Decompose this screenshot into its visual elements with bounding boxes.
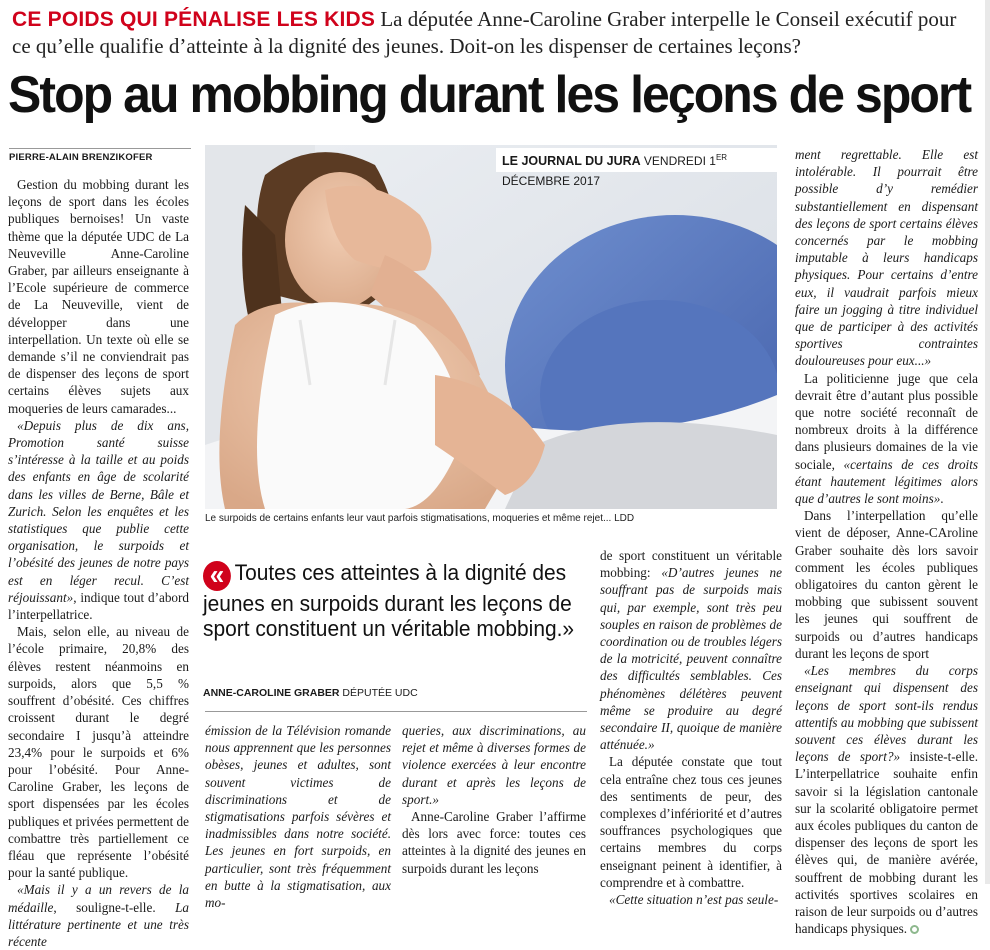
article-column-3 [600, 547, 782, 908]
pull-quote-text: « Toutes ces atteintes à la dignité des jeunes en surpoids durant les leçons de sport constituent un véritable mobbing.» [203, 559, 575, 641]
pull-quote [203, 560, 593, 641]
article-photo [205, 145, 777, 509]
paragraph: «Depuis plus de dix ans, Promotion santé suisse s’intéresse à la taille et au poids des enfants en âge de scolarité dans les villes de Berne, Bâle et Zurich. Selon les enquêtes et les statistiques que publie cette organisation, le surpoids et l’obésité des jeunes de notre pays est en léger recul. C’est réjouissant», indique tout d’abord l’interpellatrice. [8, 417, 189, 623]
masthead-date: VENDREDI 1ER DÉCEMBRE 2017 [502, 153, 728, 188]
paragraph: La députée constate que tout cela entraîne chez tous ces jeunes des sentiments de peur, des complexes d’infériorité et d’autres souffrances psychologiques que certains membres du corps enseignant peinent à identifier, à comprendre et à combattre. [600, 754, 782, 890]
paragraph: ment regrettable. Elle est intolérable. Il pourrait être possible d’y remédier substantiellement en dispensant des leçons de sport certains élèves concernés par le mobbing imputable à leurs handicaps physiques. Pour certains d’entre eux, il vaudrait parfois mieux faire un jogging à titre individuel que de participer à des activités sportives contraintes douloureuses pour eux...» [795, 147, 978, 369]
pull-quote-author: ANNE-CAROLINE GRABER DÉPUTÉE UDC [203, 687, 418, 699]
paragraph: «Les membres du corps enseignant qui dispensent des leçons de sport sont-ils rendus attentifs au mobbing que subissent souvent ces élèves durant les leçons de sport?» insiste-t-elle. L’interpellatrice souhaite enfin savoir si la législation cantonale sur la scolarité obligatoire permet aux écoles publiques du canton de dispenser des leçons de sport les élèves qui, de manière avérée, souffrent de mobbing durant les activités sportives scolaires en raison de leur surpoids ou d’autres handicaps physiques. [795, 663, 978, 937]
article-column-1 [8, 176, 189, 950]
masthead-paper: LE JOURNAL DU JURA [502, 154, 641, 168]
byline: PIERRE-ALAIN BRENZIKOFER [9, 148, 191, 163]
masthead [496, 148, 778, 188]
paragraph: Gestion du mobbing durant les leçons de sport dans les écoles publiques bernoises! Un vaste thème que la députée UDC de La Neuveville Anne-Caroline Graber, par ailleurs enseignante à l’Ecole supérieure de commerce de La Neuveville, vient de développer dans une interpellation. Un texte où elle se demande s’il ne conviendrait pas de dispenser des leçons de sport certains élèves sujets aux moqueries de leurs camarades... [8, 177, 189, 416]
paragraph: émission de la Télévision romande nous apprennent que les personnes obèses, jeunes et adultes, sont souvent victimes de discriminations et de stigmatisations parfois sévères et inadmissibles dans notre société. Les jeunes en fort surpoids, en particulier, sont très fréquemment en butte à la stigmatisation, aux mo- [205, 723, 391, 911]
end-of-article-icon [910, 925, 919, 934]
article-column-2b [402, 722, 586, 877]
photo-girl-covering-face [205, 145, 777, 509]
paragraph: Mais, selon elle, au niveau de l’école primaire, 20,8% des élèves restent néanmoins en surpoids, alors que 5,5 % souffrent d’obésité. Ces chiffres croissent durant le degré secondaire I jusqu’à atteindre 23,4% pour le surpoids et 6% pour l’obésité. Pour Anne-Caroline Graber, les leçons de sport dispensées par les écoles publiques et privées permettent de combattre très partiellement ce fléau que représente l’obésité pour la santé publique. [8, 624, 189, 881]
kicker-line [12, 6, 980, 59]
article-column-4 [795, 146, 978, 937]
paragraph: queries, aux discriminations, au rejet et même à diverses formes de violence exercées à leur encontre durant et après les leçons de sport.» [402, 723, 586, 807]
kicker: CE POIDS QUI PÉNALISE LES KIDS [12, 8, 376, 31]
photo-caption: Le surpoids de certains enfants leur vaut parfois stigmatisations, moqueries et même rejet... LDD [205, 513, 635, 524]
page-edge [985, 0, 990, 884]
deck: La députée Anne-Caroline Graber interpelle le Conseil exécutif pour ce qu’elle qualifie d’atteinte à la dignité des jeunes. Doit-on les dispenser de certaines leçons? [12, 7, 957, 58]
headline: Stop au mobbing durant les leçons de sport [8, 66, 971, 124]
article-column-2a [205, 722, 391, 911]
divider [205, 711, 587, 712]
paragraph: La politicienne juge que cela devrait être d’autant plus possible que notre société reconnaît de nombreux droits à la différence dans plusieurs domaines de la vie sociale, «certains de ces droits étant hautement légitimes alors que d’autres le sont moins». [795, 370, 979, 507]
paragraph: «Mais il y a un revers de la médaille, souligne-t-elle. La littérature pertinente et une très récente [8, 882, 189, 949]
quote-mark-icon: « [203, 561, 231, 591]
paragraph: de sport constituent un véritable mobbing: «D’autres jeunes ne souffrant pas de surpoids mais qui, par exemple, sont très peu souples en raison de problèmes de coordination ou de troubles légers de la motricité, peuvent connaître des difficultés semblables. Ces phénomènes délétères peuvent même se produire au degré secondaire II, quoique de manière atténuée.» [600, 548, 782, 753]
paragraph: Anne-Caroline Graber l’affirme dès lors avec force: toutes ces atteintes à la dignité des jeunes en surpoids durant les leçons [402, 809, 586, 876]
paragraph: Dans l’interpellation qu’elle vient de déposer, Anne-CAroline Graber souhaite dès lors savoir comment les écoles publiques obligatoires du canton gèrent le mobbing que subissent souvent les jeunes qui souffrent de surpoids ou d’autres handicaps durant les leçons de sport [795, 508, 978, 661]
paragraph: «Cette situation n’est pas seule- [609, 892, 779, 908]
